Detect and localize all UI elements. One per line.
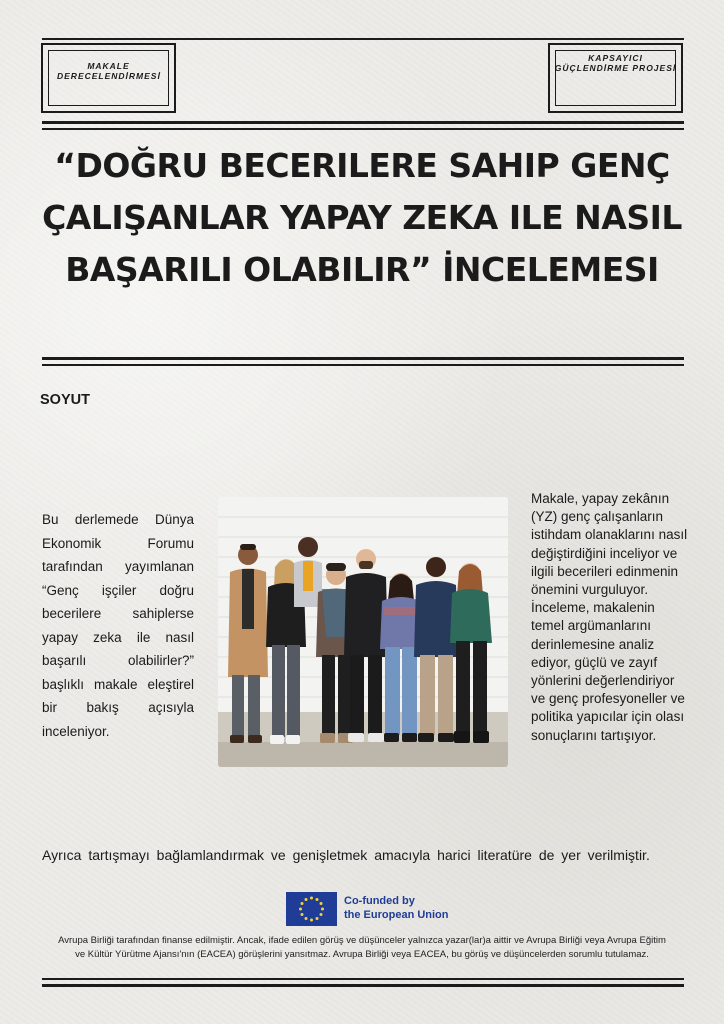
literature-note: Ayrıca tartışmayı bağlamlandırmak ve genişletmek amacıyla harici literatüre de yer verilmiştir. [42,847,650,863]
eu-stars-icon [286,892,337,926]
page-title [30,140,694,296]
header-rule-thick [42,121,684,124]
eu-disclaimer [10,934,714,962]
title-rule-thin [42,364,684,366]
article-rating-box [41,43,176,113]
abstract-left-paragraph: Bu derlemede Dünya Ekonomik Forumu tarafından yayımlanan “Genç işçiler doğru becerilere sahiplerse yapay zeka ile nasıl başarılı olabilirler?” başlıklı makale eleştirel bir bakış açısıyla inceleniyor. [42,512,194,739]
team-photo [218,497,508,767]
title-line-3: BAŞARILI OLABILIR” İNCELEMESI [65,250,659,289]
eu-flag-icon [286,892,337,926]
title-line-1: “DOĞRU BECERILERE SAHIP GENÇ [54,146,670,185]
footer-rule-thin [42,978,684,980]
title-rule-thick [42,357,684,360]
eu-text-line-2: the European Union [344,909,449,921]
disclaimer-line-2: ve Kültür Yürütme Ajansı'nın (EACEA) görüşlerini yansıtmaz. Avrupa Birliği veya EACEA, bu görüş ve düşüncelerden sorumlu tutulamaz. [75,949,649,960]
eu-text-line-1: Co-funded by [344,895,415,907]
top-rule [42,38,684,40]
title-line-2: ÇALIŞANLAR YAPAY ZEKA ILE NASIL [42,198,682,237]
article-rating-label: MAKALE DERECELENDİRMESİ [57,61,161,81]
footer-rule-thick [42,984,684,987]
eu-cofunded-text [344,894,484,922]
project-label: KAPSAYICI GÜÇLENDİRME PROJESİ [554,53,677,73]
abstract-right-paragraph: Makale, yapay zekânın (YZ) genç çalışanların istihdam olanaklarını nasıl değiştirdiğini inceliyor ve ilgili becerileri edinmenin önemini vurguluyor. İnceleme, makalenin temel argümanlarını derinlemesine analiz ediyor, güçlü ve zayıf yönlerini değerlendiriyor ve genç profesyoneller ve politika yapıcılar için olası sonuçlarını tartışıyor. [531,491,688,743]
section-heading: SOYUT [40,392,90,408]
project-box [548,43,683,113]
header-rule-thin [42,128,684,130]
team-photo-illustration [218,497,508,767]
disclaimer-line-1: Avrupa Birliği tarafından finanse edilmiştir. Ancak, ifade edilen görüş ve düşünceler yalnızca yazar(lar)a aittir ve Avrupa Birliği veya Avrupa Eğitim [58,935,666,946]
